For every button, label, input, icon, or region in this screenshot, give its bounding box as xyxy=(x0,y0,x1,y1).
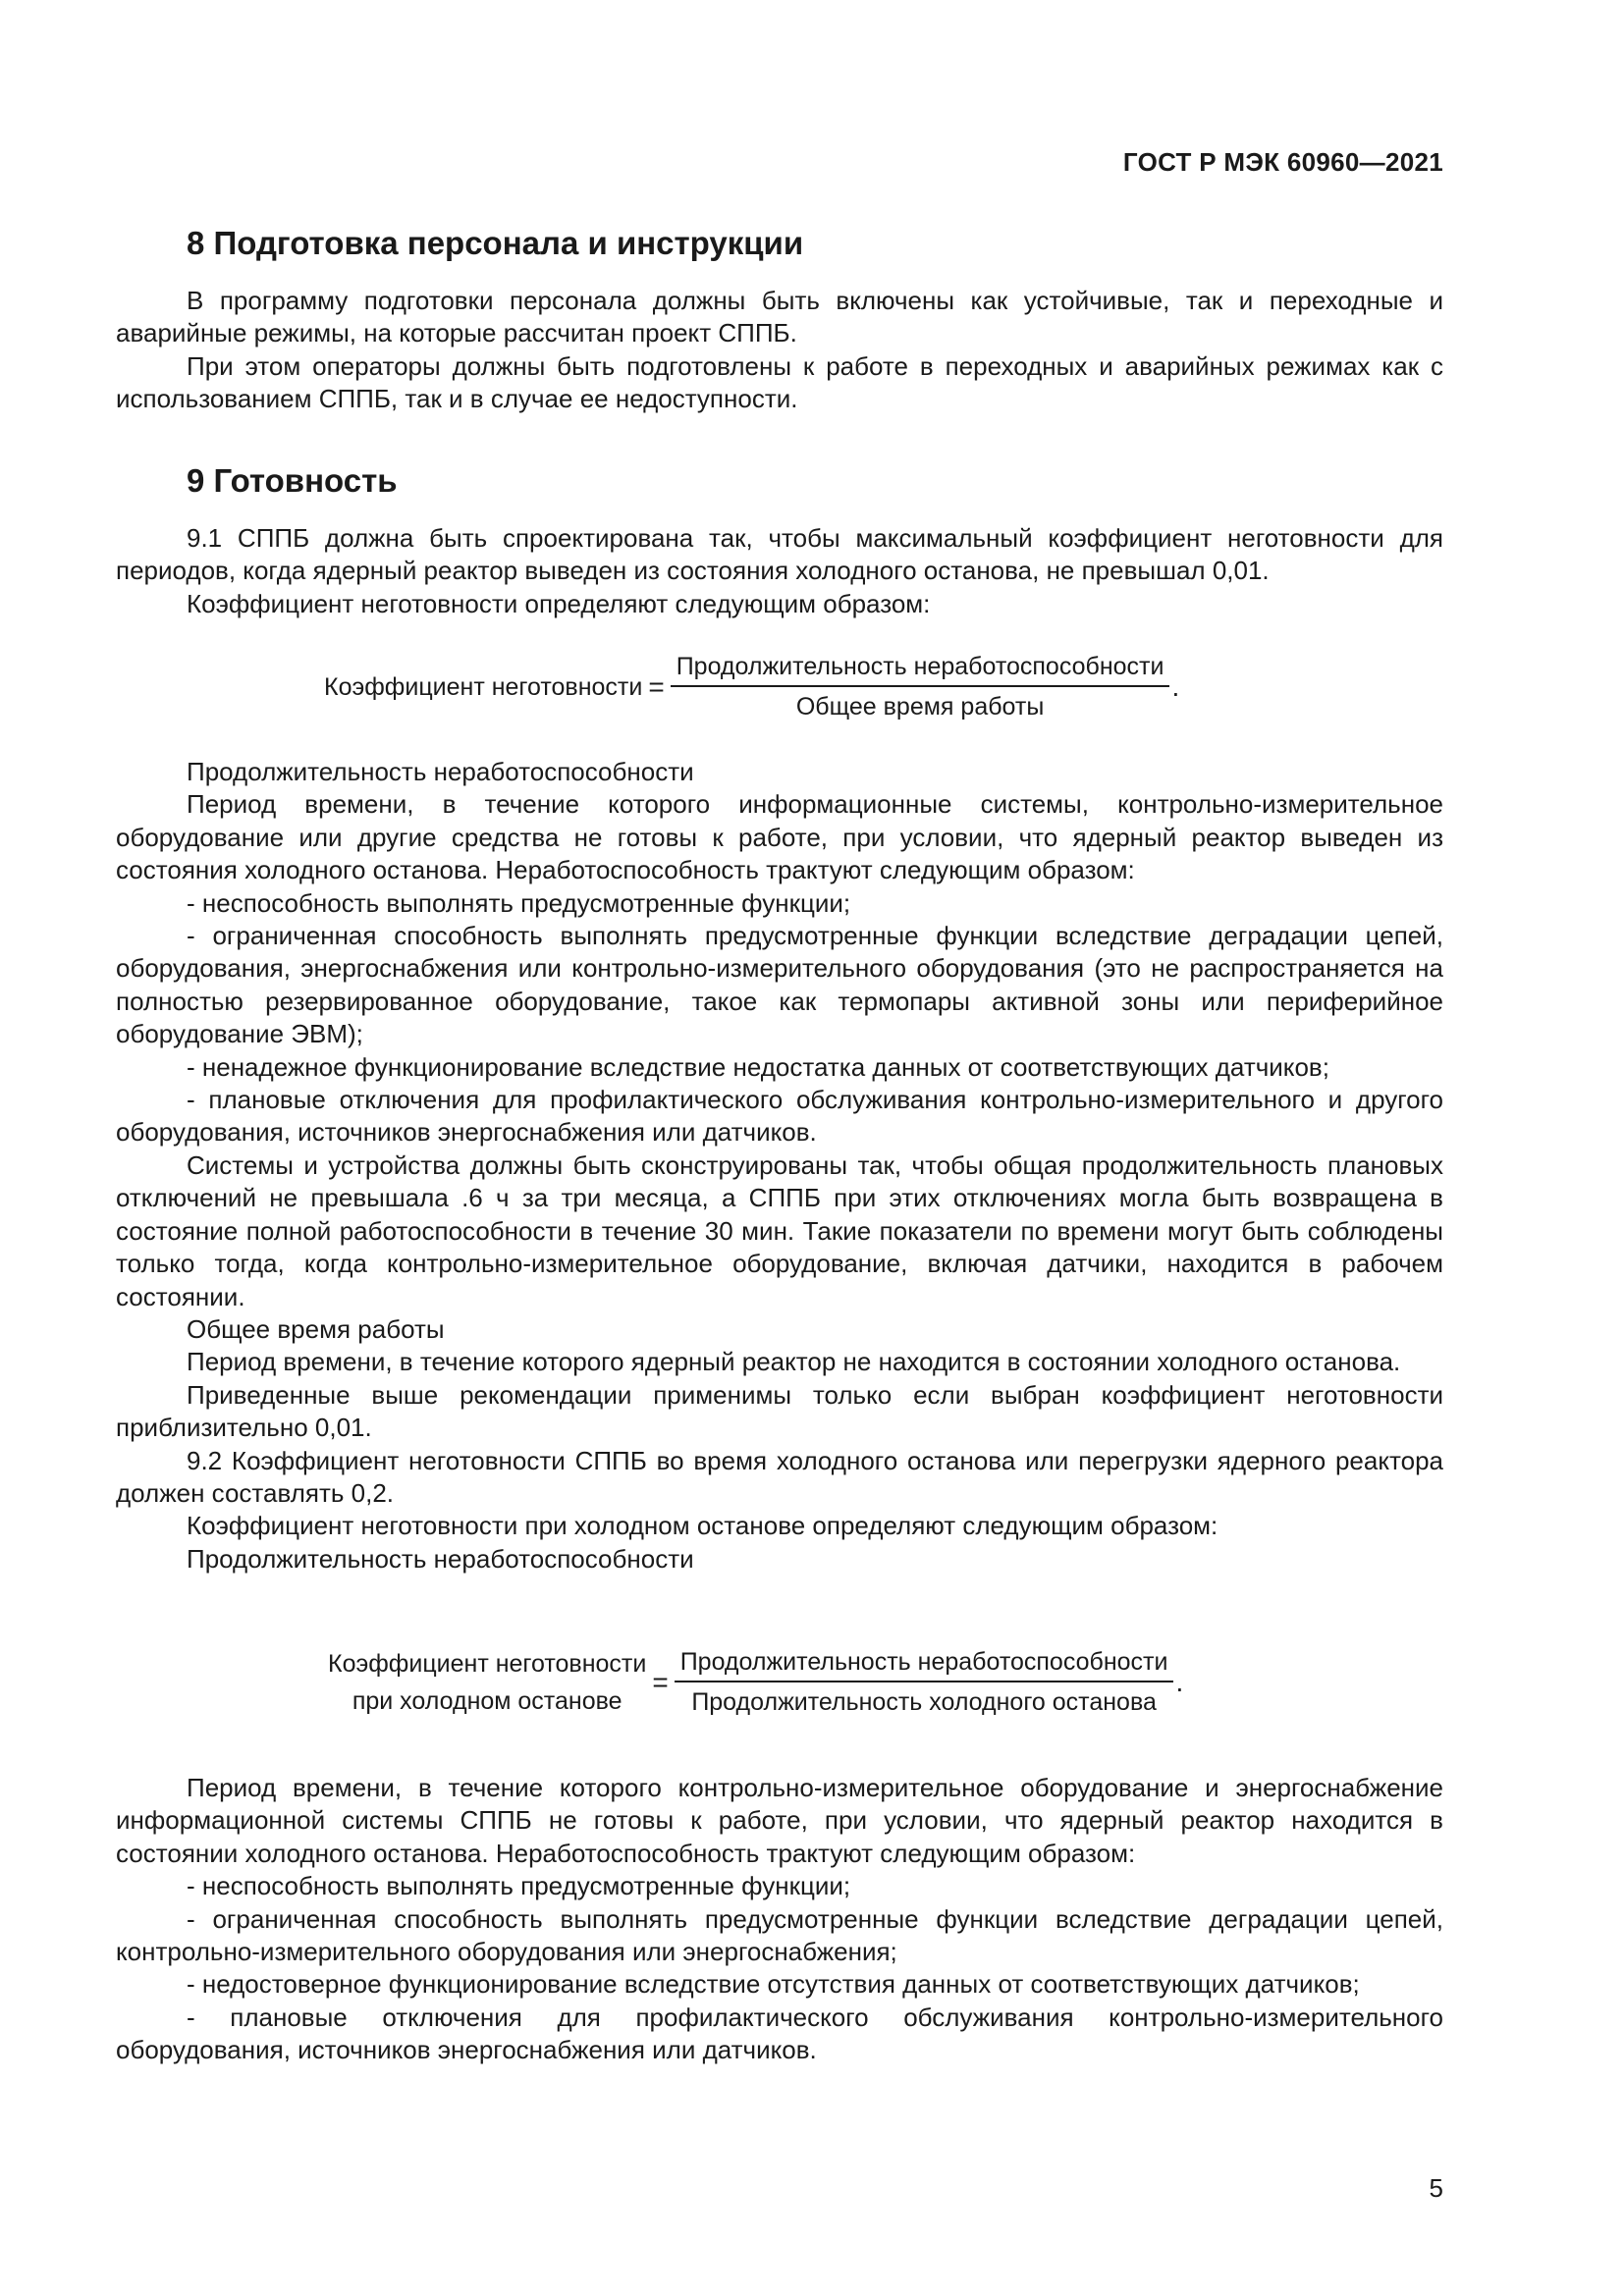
paragraph: 9.1 СППБ должна быть спроектирована так, чтобы максимальный коэффициент неготовности для периодов, когда ядерный реактор выведен из состояния холодного останова, не превышал 0,01. xyxy=(116,523,1443,586)
paragraph: Системы и устройства должны быть сконструированы так, чтобы общая продолжительность плановых отключений не превышала .6 ч за три месяца, а СППБ при этих отключениях могла быть возвращена в состояние полной работоспособности в течение 30 мин. Такие показатели по времени могут быть соблюдены только тогда, когда контрольно-измерительное оборудование, включая датчики, находится в рабочем состоянии. xyxy=(116,1149,1443,1311)
fraction-numerator: Продолжительность неработоспособности xyxy=(675,1648,1174,1682)
paragraph: В программу подготовки персонала должны быть включены как устойчивые, так и переходные и аварийные режимы, на которые рассчитан проект СППБ. xyxy=(116,286,1443,348)
cold-shutdown-unavailability-formula xyxy=(328,1645,1183,1720)
formula-end-dot: . xyxy=(1175,1667,1184,1697)
fraction xyxy=(671,653,1170,721)
list-item: - неспособность выполнять предусмотренные функции; xyxy=(187,1871,851,1901)
paragraph: 9.2 Коэффициент неготовности СППБ во время холодного останова или перегрузки ядерного реактора должен составлять 0,2. xyxy=(116,1445,1443,1508)
paragraph: Период времени, в течение которого информационные системы, контрольно-измерительное оборудование или другие средства не готовы к работе, при условии, что ядерный реактор выведен из состояния холодного останова. Неработоспособность трактуют следующим образом: xyxy=(116,789,1443,885)
formula-lhs-line-1: Коэффициент неготовности xyxy=(328,1650,647,1678)
paragraph: Период времени, в течение которого контрольно-измерительное оборудование и энергоснабжение информационной системы СППБ не готовы к работе, при условии, что ядерный реактор находится в состоянии холодного останова. Неработоспособность трактуют следующим образом: xyxy=(116,1773,1443,1868)
document-page xyxy=(116,0,1443,2296)
unavailability-formula xyxy=(324,653,1179,721)
section-9-body-b xyxy=(116,1772,1443,2067)
fraction-numerator: Продолжительность неработоспособности xyxy=(671,653,1170,687)
list-item: - ненадежное функционирование вследствие недостатка данных от соответствующих датчиков; xyxy=(187,1051,1329,1082)
paragraph: Продолжительность неработоспособности xyxy=(187,757,694,786)
fraction-denominator: Продолжительность холодного останова xyxy=(691,1688,1157,1716)
formula-lhs: Коэффициент неготовности xyxy=(324,672,643,701)
fraction-denominator: Общее время работы xyxy=(795,693,1045,721)
formula-lhs-line-2: при холодном останове xyxy=(352,1687,623,1715)
formula-lhs xyxy=(328,1645,646,1720)
paragraph: Коэффициент неготовности определяют следующим образом: xyxy=(187,588,931,618)
section-9-title: 9 Готовность xyxy=(187,462,398,499)
paragraph: Продолжительность неработоспособности xyxy=(187,1543,694,1574)
document-code: ГОСТ Р МЭК 60960—2021 xyxy=(1122,147,1443,177)
list-item: - ограниченная способность выполнять предусмотренные функции вследствие деградации цепей, оборудования, энергоснабжения или контрольно-измерительного оборудования (это не распространяется на полностью резервированное оборудование, такое как термопары активной зоны или периферийное оборудование ЭВМ); xyxy=(116,921,1443,1049)
list-item: - недостоверное функционирование вследствие отсутствия данных от соответствующих датчиков; xyxy=(187,1969,1360,2000)
paragraph: Общее время работы xyxy=(187,1313,445,1344)
paragraph: Приведенные выше рекомендации применимы только если выбран коэффициент неготовности приблизительно 0,01. xyxy=(116,1379,1443,1443)
section-9-body-a xyxy=(116,756,1443,1575)
paragraph: Коэффициент неготовности при холодном останове определяют следующим образом: xyxy=(187,1511,1218,1541)
fraction xyxy=(675,1648,1174,1717)
page-number: 5 xyxy=(1429,2173,1443,2203)
list-item: - плановые отключения для профилактического обслуживания контрольно-измерительного и другого оборудования, источников энергоснабжения или датчиков. xyxy=(116,1085,1443,1148)
list-item: - ограниченная способность выполнять предусмотренные функции вследствие деградации цепей, контрольно-измерительного оборудования или энергоснабжения; xyxy=(116,1903,1443,1967)
equals-sign: = xyxy=(648,671,665,702)
list-item: - неспособность выполнять предусмотренные функции; xyxy=(187,887,851,918)
equals-sign: = xyxy=(652,1667,669,1697)
section-9-intro xyxy=(116,522,1443,620)
section-8-title: 8 Подготовка персонала и инструкции xyxy=(187,225,804,261)
paragraph: При этом операторы должны быть подготовлены к работе в переходных и аварийных режимах как с использованием СППБ, так и в случае ее недоступности. xyxy=(116,350,1443,414)
section-8-body xyxy=(116,285,1443,416)
formula-end-dot: . xyxy=(1171,671,1180,702)
paragraph: Период времени, в течение которого ядерный реактор не находится в состоянии холодного останова. xyxy=(187,1347,1401,1377)
list-item: - плановые отключения для профилактического обслуживания контрольно-измерительного оборудования, источников энергоснабжения или датчиков. xyxy=(116,2002,1443,2065)
